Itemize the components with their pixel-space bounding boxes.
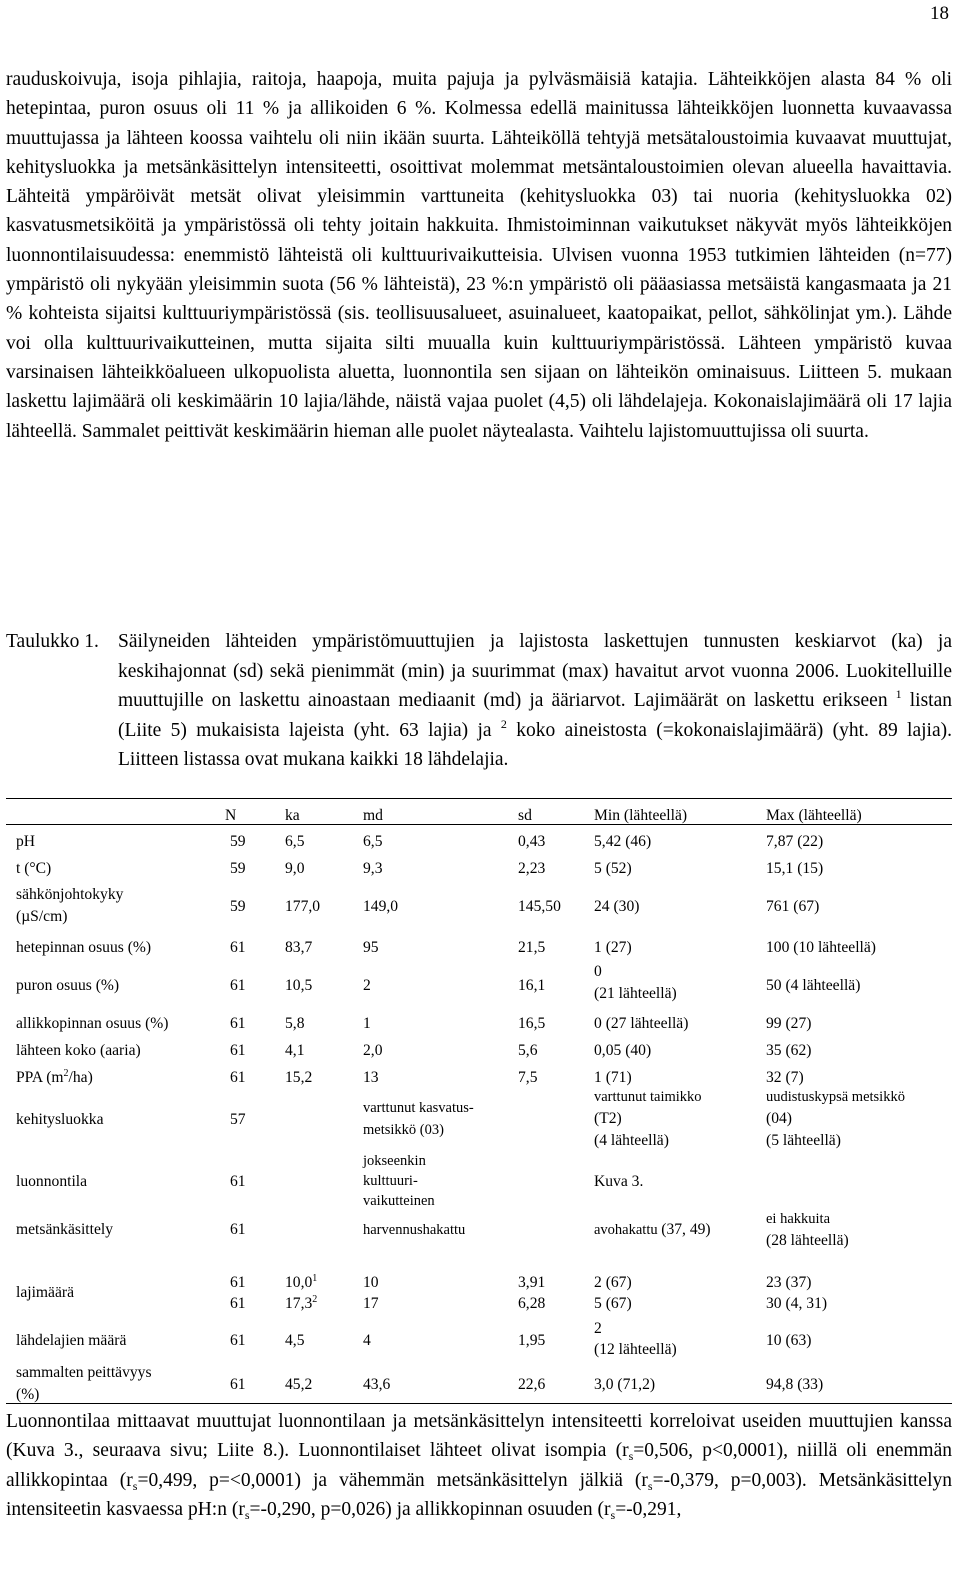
cell-max: 7,87 (22) — [766, 833, 824, 850]
cell-superscript: 1 — [312, 1273, 318, 1284]
header-min: Min (lähteellä) — [594, 807, 688, 824]
cell-max: 99 (27) — [766, 1015, 812, 1032]
cell-max: 10 (63) — [766, 1332, 812, 1349]
cell-max: 32 (7) — [766, 1069, 804, 1086]
table-bottom-rule — [6, 1403, 952, 1404]
cell-min-text: (37, 49) — [661, 1221, 711, 1238]
row-label: pH — [16, 833, 36, 850]
row-label: t (°C) — [16, 860, 52, 877]
page-number: 18 — [930, 3, 949, 24]
row-label: hetepinnan osuus (%) — [16, 939, 152, 956]
cell-sd: 2,23 — [518, 860, 546, 877]
cell-md: 1 — [363, 1015, 371, 1032]
caption-label: Taulukko 1. — [6, 631, 99, 652]
subscript: s — [628, 1449, 634, 1464]
data-table — [6, 795, 952, 1405]
cell-max: ei hakkuita — [766, 1211, 831, 1227]
cell-n: 59 — [230, 898, 246, 915]
cell-max: 94,8 (33) — [766, 1376, 824, 1393]
cell-min: 1 (27) — [594, 939, 632, 956]
caption-superscript: 2 — [500, 716, 507, 731]
cell-sd: 0,43 — [518, 833, 546, 850]
cell-md: 6,5 — [363, 833, 383, 850]
cell-md: 13 — [363, 1069, 379, 1086]
cell-max: uudistuskypsä metsikkö — [766, 1089, 905, 1105]
cell-min-line: (4 lähteellä) — [594, 1132, 669, 1149]
cell-min-text: avohakattu — [594, 1222, 662, 1238]
cell-n: 61 — [230, 1069, 246, 1086]
cell-sd: 21,5 — [518, 939, 546, 956]
cell-min: 0,05 (40) — [594, 1042, 652, 1059]
caption-text-part: listan (Liite 5) mukaisista lajeista (yht. 63 lajia) ja — [118, 690, 952, 741]
cell-ka: 4,1 — [285, 1042, 305, 1059]
cell-n: 61 — [230, 1173, 246, 1190]
cell-sd: 7,5 — [518, 1069, 538, 1086]
row-label: luonnontila — [16, 1173, 88, 1190]
cell-sd: 1,95 — [518, 1332, 546, 1349]
cell-md: 43,6 — [363, 1376, 391, 1393]
cell-ka: 4,5 — [285, 1332, 305, 1349]
cell-ka: 5,8 — [285, 1015, 305, 1032]
cell-max: 100 (10 lähteellä) — [766, 939, 876, 956]
row-label: lähteen koko (aaria) — [16, 1042, 141, 1059]
row-label: puron osuus (%) — [16, 977, 120, 994]
cell-ka-text: 17,3 — [285, 1295, 313, 1312]
cell-max: 761 (67) — [766, 898, 820, 915]
body-paragraph-2 — [6, 1407, 952, 1524]
cell-n: 57 — [230, 1111, 246, 1128]
cell-superscript: 2 — [312, 1294, 318, 1305]
paragraph-text: =0,506, p<0,0001), niillä oli enemmän allikkopintaa (r — [6, 1440, 952, 1491]
cell-min: 1 (71) — [594, 1069, 632, 1086]
cell-ka: 83,7 — [285, 939, 313, 956]
cell-min: 2 — [594, 1320, 602, 1337]
row-label-line: (%) — [16, 1386, 40, 1403]
row-label: sammalten peittävyys — [16, 1364, 152, 1381]
cell-md: 2,0 — [363, 1042, 383, 1059]
table-caption — [6, 627, 952, 775]
cell-ka-text: 10,0 — [285, 1274, 313, 1291]
cell-md: harvennushakattu — [363, 1222, 466, 1238]
cell-md-line: kulttuuri- — [363, 1173, 418, 1189]
caption-text-part: Säilyneiden lähteiden ympäristömuuttujien ja lajistosta laskettujen tunnusten keskiarvot (ka) ja keskihajonnat (sd) sekä pienimmät (min) ja suurimmat (max) havaitut arvot vuonna 2006. Luokitelluille muuttujille on laskettu ainoastaan mediaanit (md) ja ääriarvot. Lajimäärät on laskettu erikseen — [118, 631, 952, 711]
cell-min: varttunut taimikko — [594, 1089, 702, 1105]
cell-md: 9,3 — [363, 860, 383, 877]
cell-min-line: 5 (67) — [594, 1295, 632, 1312]
row-label — [16, 1068, 93, 1088]
cell-min: 2 (67) — [594, 1274, 632, 1291]
row-label: metsänkäsittely — [16, 1221, 114, 1238]
cell-md: 10 — [363, 1274, 379, 1291]
table-top-rule — [6, 798, 952, 799]
cell-md: 95 — [363, 939, 379, 956]
subscript: s — [132, 1478, 138, 1493]
cell-sd: 3,91 — [518, 1274, 546, 1291]
cell-n: 59 — [230, 860, 246, 877]
cell-ka: 177,0 — [285, 898, 321, 915]
header-md: md — [363, 807, 383, 824]
cell-ka: 6,5 — [285, 833, 305, 850]
cell-md: 4 — [363, 1332, 371, 1349]
cell-sd: 145,50 — [518, 898, 561, 915]
cell-ka — [285, 1273, 317, 1293]
cell-max: 50 (4 lähteellä) — [766, 977, 861, 994]
cell-max-line: (04) — [766, 1110, 792, 1127]
cell-min: 3,0 (71,2) — [594, 1376, 656, 1393]
subscript: s — [647, 1478, 653, 1493]
cell-ka: 45,2 — [285, 1376, 313, 1393]
paragraph-text: =-0,379, p=0,003). Metsänkäsittelyn intensiteetin kasvaessa pH:n (r — [6, 1469, 952, 1520]
header-max: Max (lähteellä) — [766, 807, 862, 824]
cell-min: 0 (27 lähteellä) — [594, 1015, 689, 1032]
cell-min — [594, 1220, 711, 1240]
cell-ka: 10,5 — [285, 977, 313, 994]
cell-min: 5 (52) — [594, 860, 632, 877]
cell-md: 149,0 — [363, 898, 399, 915]
header-ka: ka — [285, 807, 300, 824]
row-label: sähkönjohtokyky — [16, 886, 124, 903]
caption-text — [118, 627, 952, 775]
cell-md-line: vaikutteinen — [363, 1193, 435, 1209]
row-label: allikkopinnan osuus (%) — [16, 1015, 169, 1032]
cell-sd: 5,6 — [518, 1042, 538, 1059]
cell-ka: 15,2 — [285, 1069, 313, 1086]
paragraph-text: =-0,290, p=0,026) ja allikkopinnan osuuden (r — [249, 1498, 611, 1520]
cell-min-line: (12 lähteellä) — [594, 1341, 677, 1358]
cell-sd-line: 6,28 — [518, 1295, 546, 1312]
cell-ka: 9,0 — [285, 860, 305, 877]
cell-n-line: 61 — [230, 1295, 246, 1312]
cell-max-line: (5 lähteellä) — [766, 1132, 841, 1149]
cell-ka-line — [285, 1294, 317, 1314]
cell-n: 59 — [230, 833, 246, 850]
cell-n: 61 — [230, 977, 246, 994]
cell-n: 61 — [230, 1042, 246, 1059]
cell-md: 2 — [363, 977, 371, 994]
cell-min: Kuva 3. — [594, 1173, 644, 1190]
cell-max: 23 (37) — [766, 1274, 812, 1291]
cell-sd: 22,6 — [518, 1376, 546, 1393]
cell-md: varttunut kasvatus- — [363, 1100, 474, 1116]
paragraph-text: Luonnontilaa mittaavat muuttujat luonnontilaan ja metsänkäsittelyn intensiteetti korreloivat useiden muuttujien kanssa (Kuva 3., seuraava sivu; Liite 8.). Luonnontilaiset lähteet olivat isompia (r — [6, 1411, 952, 1462]
cell-min-line: (21 lähteellä) — [594, 985, 677, 1002]
cell-sd: 16,1 — [518, 977, 546, 994]
cell-max-line: (28 lähteellä) — [766, 1232, 849, 1249]
cell-min: 24 (30) — [594, 898, 640, 915]
cell-min: 5,42 (46) — [594, 833, 652, 850]
cell-n: 61 — [230, 939, 246, 956]
header-n: N — [225, 807, 237, 824]
body-paragraph: rauduskoivuja, isoja pihlajia, raitoja, haapoja, muita pajuja ja pylväsmäisiä katajia. Lähteikköjen alasta 84 % oli hetepintaa, puron osuus oli 11 % ja allikoiden 6 %. Kolmessa edellä mainitussa lähteikköjen luonnetta kuvaavassa muuttujassa ja lähteen koossa vaihtelu oli niin ikään suurta. Lähteiköllä tehtyjä metsätaloustoimia kuvaavat muuttujat, kehitysluokka ja metsänkäsittelyn intensiteetti, osoittivat molemmat metsäntaloustoimien olevan alueella havaittavia. Lähteitä ympäröivät metsät olivat yleisimmin varttuneita (kehitysluokka 03) tai nuoria (kehitysluokka 02) kasvatusmetsiköitä ja ympäristössä oli tehty joitain hakkuita. Ihmistoiminnan vaikutukset näkyvät myös lähteikköjen luonnontilaisuudessa: enemmistö lähteistä oli kulttuurivaikutteisia. Ulvisen vuonna 1953 tutkimien lähteiden (n=77) ympäristö oli nykyään yleisimmin suota (56 % lähteistä), 23 %:n ympäristö oli pääasiassa metsäistä kangasmaata ja 21 % kohteista sijaitsi kulttuuriympäristössä (sis. teollisuusalueet, asuinalueet, kaatopaikat, pellot, sähkölinjat ym.). Lähde voi olla kulttuurivaikutteinen, mutta sijaita silti muualla kuin kulttuuriympäristössä. Lähteen ympäristö kuvaa varsinaisen lähteikköalueen ulkopuolista aluetta, luonnontila sen sijaan on lähteikön ominaisuus. Liitteen 5. mukaan laskettu lajimäärä oli keskimäärin 10 lajia/lähde, näistä vajaa puolet (4,5) oli lähdelajeja. Kokonaislajimäärä oli 17 lajia lähteellä. Sammalet peittivät keskimäärin hieman alle puolet näytealasta. Vaihtelu lajistomuuttujissa oli suurta. — [6, 69, 952, 442]
row-label: lajimäärä — [16, 1284, 75, 1301]
row-label-text: /ha) — [68, 1069, 93, 1086]
cell-n: 61 — [230, 1221, 246, 1238]
cell-n: 61 — [230, 1332, 246, 1349]
cell-min-line: (T2) — [594, 1110, 622, 1127]
row-label-superscript: 2 — [63, 1068, 69, 1079]
cell-n: 61 — [230, 1274, 246, 1291]
caption-superscript: 1 — [895, 687, 902, 701]
cell-md-line: 17 — [363, 1295, 379, 1312]
cell-sd: 16,5 — [518, 1015, 546, 1032]
cell-min: 0 — [594, 963, 602, 980]
caption-text-part: koko aineistosta (=kokonaislajimäärä) (yht. 89 lajia). Liitteen listassa ovat mukana kaikki 18 lähdelajia. — [118, 719, 952, 770]
cell-n: 61 — [230, 1376, 246, 1393]
row-label: lähdelajien määrä — [16, 1332, 127, 1349]
header-sd: sd — [518, 807, 532, 824]
cell-max: 35 (62) — [766, 1042, 812, 1059]
cell-md: jokseenkin — [363, 1153, 426, 1169]
row-label-text: PPA (m — [16, 1069, 64, 1086]
subscript: s — [244, 1507, 250, 1522]
paragraph-text: =0,499, p=<0,0001) ja vähemmän metsänkäsittelyn jälkiä (r — [137, 1469, 648, 1491]
cell-max-line: 30 (4, 31) — [766, 1295, 828, 1312]
subscript: s — [610, 1507, 616, 1522]
paragraph-text: =-0,291, — [615, 1498, 682, 1520]
cell-max: 15,1 (15) — [766, 860, 824, 877]
cell-md-line: metsikkö (03) — [363, 1122, 444, 1138]
row-label-line: (µS/cm) — [16, 908, 68, 925]
cell-n: 61 — [230, 1015, 246, 1032]
row-label: kehitysluokka — [16, 1111, 104, 1128]
